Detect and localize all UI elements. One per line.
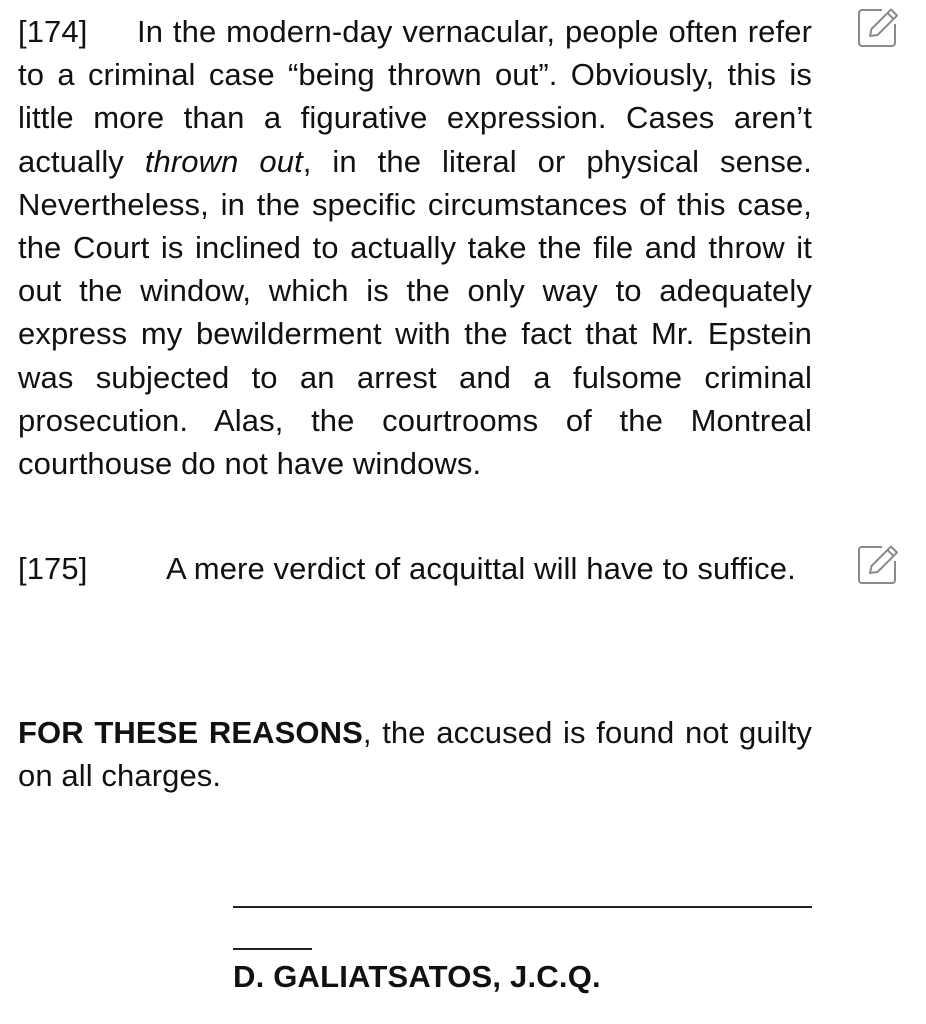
paragraph-174 <box>18 10 812 485</box>
paragraph-italic-text: thrown out <box>144 143 303 179</box>
conclusion-lead: FOR THESE REASONS <box>18 715 363 750</box>
paragraph-number: [175] <box>18 551 88 586</box>
conclusion-text: , the accused is found not guilty on all charges. <box>18 715 812 794</box>
signature-line <box>233 906 812 908</box>
paragraph-175 <box>18 547 812 590</box>
paragraph-number: [174] <box>18 14 88 49</box>
edit-note-icon <box>856 6 900 48</box>
conclusion-paragraph <box>18 711 812 797</box>
paragraph-text-continued: , in the literal or physical sense. Nevertheless, in the specific circumstances of this case, the Court is inclined to actually take the file and throw it out the window, which is the only way to adequately express my bewilderment with the fact that Mr. Epstein was subjected to an arrest and a fulsome criminal prosecution. Alas, the courtrooms of the Montreal courthouse do not have windows. <box>18 143 812 482</box>
paragraph-text: A mere verdict of acquittal will have to suffice. <box>166 551 796 586</box>
judge-signature-name: D. GALIATSATOS, J.C.Q. <box>233 959 601 994</box>
edit-note-button-175[interactable] <box>856 543 900 585</box>
edit-note-icon <box>856 543 900 585</box>
edit-note-button-174[interactable] <box>856 6 900 48</box>
paragraph-text: In the modern-day vernacular, people often refer to a criminal case “being thrown out”. Obviously, this is little more than a figurative expression. Cases aren’t actually <box>18 14 812 179</box>
signature-line-continuation <box>233 948 312 950</box>
